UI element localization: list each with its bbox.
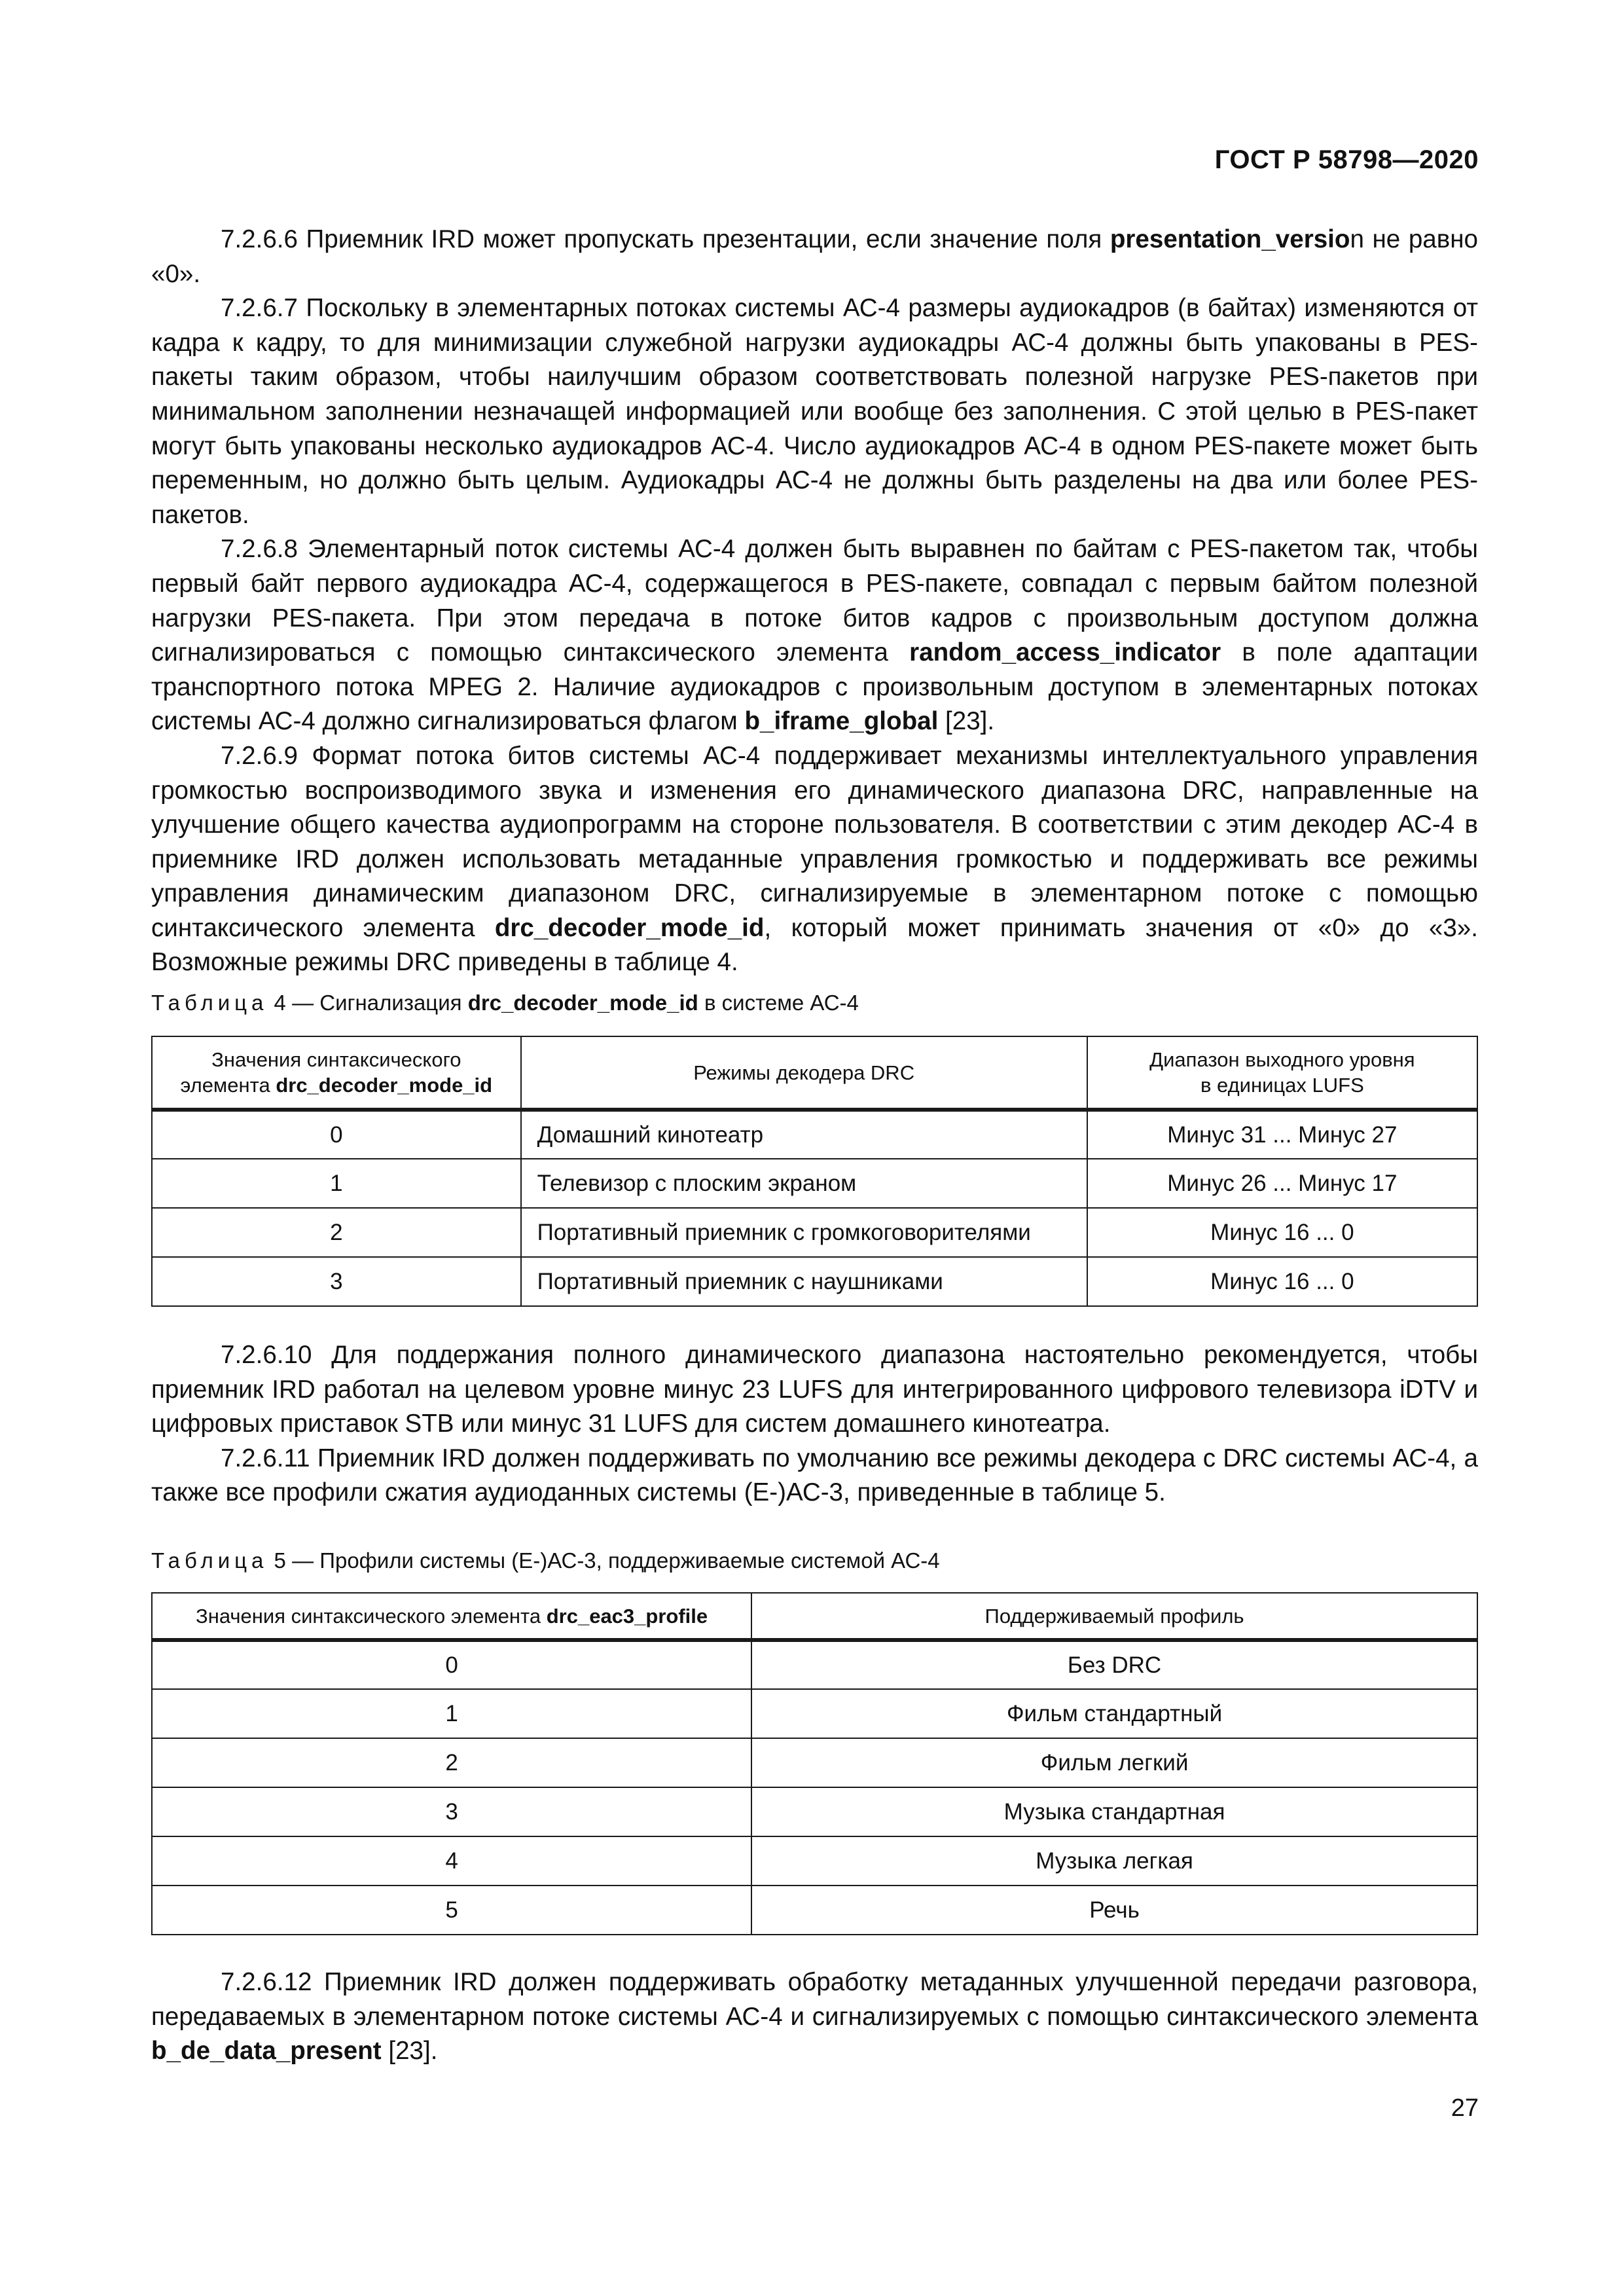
table5-cell-profile: Без DRC bbox=[751, 1640, 1477, 1689]
table5-header-profile: Поддерживаемый профиль bbox=[751, 1593, 1477, 1640]
paragraph-7-2-6-7: 7.2.6.7 Поскольку в элементарных потоках системы АС-4 размеры аудиокадров (в байтах) изменяются от кадра к кадру, то для минимизации служебной нагрузки аудиокадры АС-4 должны быть упакованы в PES-пакеты таким образом, чтобы наилучшим образом соответствовать полезной нагрузке PES-пакетов при минимальном заполнении незначащей информацией или вообще без заполнения. С этой целью в PES-пакет могут быть упакованы несколько аудиокадров АС-4. Число аудиокадров АС-4 в одном PES-пакете может быть переменным, но должно быть целым. Аудиокадры АС-4 не должны быть разделены на два или более PES-пакетов. bbox=[151, 294, 1478, 529]
table5-cell-value: 2 bbox=[152, 1738, 751, 1787]
table5-cell-profile: Музыка легкая bbox=[751, 1836, 1477, 1886]
table4-cell-value: 0 bbox=[152, 1110, 521, 1159]
table-row bbox=[152, 1208, 1477, 1257]
table5-cell-profile: Фильм стандартный bbox=[751, 1689, 1477, 1738]
table-row bbox=[152, 1738, 1477, 1787]
table-row bbox=[152, 1110, 1477, 1159]
table4-header-range: Диапазон выходного уровня в единицах LUFS bbox=[1087, 1036, 1477, 1110]
table4-cell-range: Минус 31 ... Минус 27 bbox=[1087, 1110, 1477, 1159]
table4-cell-range: Минус 26 ... Минус 17 bbox=[1087, 1159, 1477, 1208]
table-row bbox=[152, 1886, 1477, 1935]
table5-cell-value: 5 bbox=[152, 1886, 751, 1935]
table4-cell-value: 2 bbox=[152, 1208, 521, 1257]
table5-cell-value: 3 bbox=[152, 1787, 751, 1836]
table-header-row bbox=[152, 1036, 1477, 1110]
table5-cell-value: 4 bbox=[152, 1836, 751, 1886]
table-header-row bbox=[152, 1593, 1477, 1640]
table5-cell-profile: Речь bbox=[751, 1886, 1477, 1935]
table-row bbox=[152, 1689, 1477, 1738]
table4-cell-mode: Портативный приемник с наушниками bbox=[521, 1257, 1087, 1306]
paragraph-7-2-6-9: 7.2.6.9 Формат потока битов системы АС-4 поддерживает механизмы интеллектуального управления громкостью воспроизводимого звука и изменения его динамического диапазона DRC, направленные на улучшение общего качества аудиопрограмм на стороне пользователя. В соответствии с этим декодер АС-4 в приемнике IRD должен использовать метаданные управления громкостью и поддерживать все режимы управления динамическим диапазоном DRC, сигнализируемые в элементарном потоке с помощью синтаксического элемента drc_decoder_mode_id, который может принимать значения от «0» до «3». Возможные режимы DRC приведены в таблице 4. bbox=[151, 741, 1478, 977]
document-id: ГОСТ Р 58798—2020 bbox=[1214, 145, 1479, 174]
paragraph-7-2-6-11: 7.2.6.11 Приемник IRD должен поддерживать по умолчанию все режимы декодера с DRC системы АС-4, а также все профили сжатия аудиоданных системы (Е-)АС-3, приведенные в таблице 5. bbox=[151, 1444, 1478, 1507]
paragraph-7-2-6-12: 7.2.6.12 Приемник IRD должен поддерживать обработку метаданных улучшенной передачи разговора, передаваемых в элементарном потоке системы АС-4 и сигнализируемых с помощью синтаксического элемента b_de_data_present [23]. bbox=[151, 1968, 1478, 2066]
table4 bbox=[151, 1036, 1478, 1307]
table5 bbox=[151, 1592, 1478, 1935]
table-row bbox=[152, 1640, 1477, 1689]
table5-cell-profile: Музыка стандартная bbox=[751, 1787, 1477, 1836]
table4-cell-mode: Телевизор с плоским экраном bbox=[521, 1159, 1087, 1208]
page-number: 27 bbox=[1451, 2094, 1479, 2122]
body-text-middle bbox=[151, 1338, 1478, 1510]
table5-cell-value: 0 bbox=[152, 1640, 751, 1689]
table4-cell-range: Минус 16 ... 0 bbox=[1087, 1257, 1477, 1306]
table4-cell-mode: Домашний кинотеатр bbox=[521, 1110, 1087, 1159]
table-row bbox=[152, 1836, 1477, 1886]
table4-cell-mode: Портативный приемник с громкоговорителями bbox=[521, 1208, 1087, 1257]
table4-caption: Таблица 4 — Сигнализация drc_decoder_mode_id в системе АС-4 bbox=[151, 991, 859, 1015]
table4-header-value: Значения синтаксического элемента drc_decoder_mode_id bbox=[152, 1036, 521, 1110]
table-row bbox=[152, 1257, 1477, 1306]
body-text-bottom bbox=[151, 1965, 1478, 2069]
table4-cell-value: 3 bbox=[152, 1257, 521, 1306]
table-row bbox=[152, 1159, 1477, 1208]
table5-cell-profile: Фильм легкий bbox=[751, 1738, 1477, 1787]
paragraph-7-2-6-10: 7.2.6.10 Для поддержания полного динамического диапазона настоятельно рекомендуется, чтобы приемник IRD работал на целевом уровне минус 23 LUFS для интегрированного цифрового телевизора iDTV и цифровых приставок STB или минус 31 LUFS для систем домашнего кинотеатра. bbox=[151, 1341, 1478, 1438]
paragraph-7-2-6-6: 7.2.6.6 Приемник IRD может пропускать презентации, если значение поля presentation_version не равно «0». bbox=[151, 225, 1478, 288]
table-row bbox=[152, 1787, 1477, 1836]
table5-header-value: Значения синтаксического элемента drc_eac3_profile bbox=[152, 1593, 751, 1640]
table4-cell-value: 1 bbox=[152, 1159, 521, 1208]
table4-cell-range: Минус 16 ... 0 bbox=[1087, 1208, 1477, 1257]
paragraph-7-2-6-8: 7.2.6.8 Элементарный поток системы АС-4 должен быть выравнен по байтам с PES-пакетом так, чтобы первый байт первого аудиокадра АС-4, содержащегося в PES-пакете, совпадал с первым байтом полезной нагрузки PES-пакета. При этом передача в потоке битов кадров с произвольным доступом должна сигнализироваться с помощью синтаксического элемента random_access_indicator в поле адаптации транспортного потока MPEG 2. Наличие аудиокадров с произвольным доступом в элементарных потоках системы АС-4 должно сигнализироваться флагом b_iframe_global [23]. bbox=[151, 535, 1478, 736]
table5-cell-value: 1 bbox=[152, 1689, 751, 1738]
table4-header-mode: Режимы декодера DRC bbox=[521, 1036, 1087, 1110]
body-text-top bbox=[151, 223, 1478, 980]
table5-caption: Таблица 5 — Профили системы (Е-)АС-3, поддерживаемые системой АС-4 bbox=[151, 1548, 940, 1573]
